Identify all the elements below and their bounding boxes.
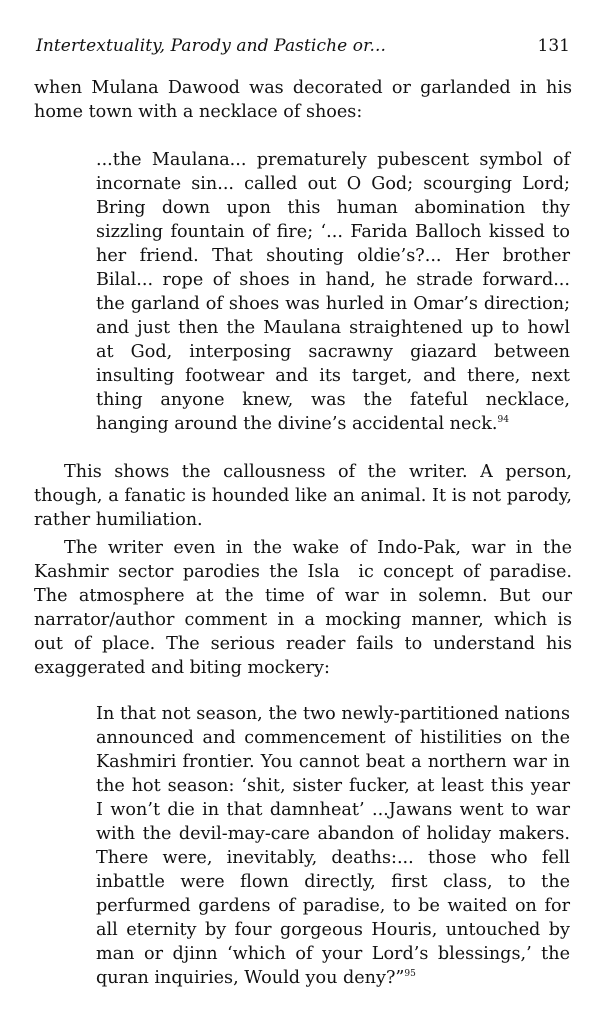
paragraph-callousness [34, 460, 572, 532]
running-head: Intertextuality, Parody and Pastiche or... [36, 36, 387, 56]
paragraph-indo-pak [34, 536, 572, 680]
intro-text: when Mulana Dawood was decorated or garlanded in his home town with a necklace of shoes: [34, 78, 572, 122]
intro-paragraph [34, 76, 572, 124]
paragraph-indo-pak-text: The writer even in the wake of Indo-Pak, war in the Kashmir sector parodies the Isla ic concept of paradise. The atmosphere at the time of war in solemn. But our narrator/author comment in a mocking manner, which is out of place. The serious reader fails to understand his exaggerated and biting mockery: [34, 538, 572, 678]
block-quote-2-text: In that not season, the two newly-partitioned nations announced and commencement of histilities on the Kashmiri frontier. You cannot beat a northern war in the hot season: ‘shit, sister fucker, at least this year I won’t die in that damnheat’ ...Jawans went to war with the devil-may-care abandon of holiday makers. There were, inevitably, deaths:... those who fell inbattle were flown directly, first class, to the perfurmed gardens of paradise, to be waited on for all eternity by four gorgeous Houris, untouched by man or djinn ‘which of your Lord’s blessings,’ the quran inquiries, Would you deny?” [96, 704, 570, 988]
block-quote-1 [96, 148, 570, 436]
paragraph-callousness-text: This shows the callousness of the writer. A person, though, a fanatic is hounded like an animal. It is not parody, rather humiliation. [34, 462, 572, 530]
page-number: 131 [537, 36, 570, 56]
footnote-marker-95: 95 [404, 969, 416, 980]
block-quote-1-text: ...the Maulana... prematurely pubescent symbol of incornate sin... called out O God; scourging Lord; Bring down upon this human abomination thy sizzling fountain of fire; ‘... Farida Balloch kissed to her friend. That shouting oldie’s?... Her brother Bilal... rope of shoes in hand, he strade forward... the garland of shoes was hurled in Omar’s direction; and just then the Maulana straightened up to howl at God, interposing sacrawny giazard between insulting footwear and its target, and there, next thing anyone knew, was the fateful necklace, hanging around the divine’s accidental neck. [96, 150, 570, 434]
block-quote-2 [96, 702, 570, 990]
footnote-marker-94: 94 [497, 415, 509, 426]
